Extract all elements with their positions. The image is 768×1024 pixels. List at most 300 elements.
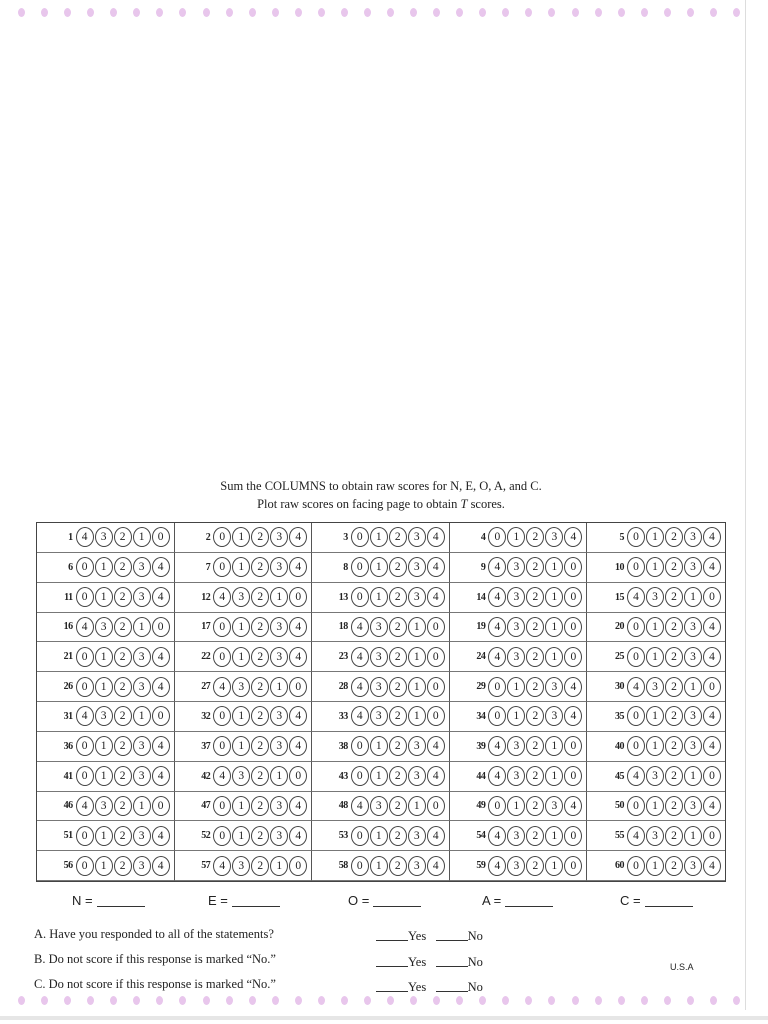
response-bubble[interactable]: 3 xyxy=(507,647,525,667)
response-bubble[interactable]: 2 xyxy=(251,766,269,786)
response-bubble[interactable]: 4 xyxy=(289,647,307,667)
response-bubble[interactable]: 2 xyxy=(665,677,683,697)
response-bubble[interactable]: 3 xyxy=(270,557,288,577)
response-bubble[interactable]: 0 xyxy=(76,587,94,607)
response-bubble[interactable]: 1 xyxy=(133,796,151,816)
response-bubble[interactable]: 1 xyxy=(232,826,250,846)
response-bubble[interactable]: 0 xyxy=(564,617,582,637)
response-bubble[interactable]: 1 xyxy=(232,796,250,816)
response-bubble[interactable]: 4 xyxy=(564,706,582,726)
response-bubble[interactable]: 1 xyxy=(270,856,288,876)
response-bubble[interactable]: 2 xyxy=(526,587,544,607)
response-bubble[interactable]: 2 xyxy=(389,587,407,607)
response-bubble[interactable]: 1 xyxy=(545,736,563,756)
response-bubble[interactable]: 4 xyxy=(703,527,721,547)
response-bubble[interactable]: 3 xyxy=(507,736,525,756)
response-bubble[interactable]: 0 xyxy=(488,796,506,816)
response-bubble[interactable]: 3 xyxy=(232,587,250,607)
response-bubble[interactable]: 0 xyxy=(564,647,582,667)
response-bubble[interactable]: 4 xyxy=(213,856,231,876)
response-bubble[interactable]: 0 xyxy=(351,736,369,756)
response-bubble[interactable]: 4 xyxy=(703,856,721,876)
response-bubble[interactable]: 0 xyxy=(289,677,307,697)
response-bubble[interactable]: 2 xyxy=(114,527,132,547)
response-bubble[interactable]: 2 xyxy=(114,766,132,786)
response-bubble[interactable]: 4 xyxy=(213,677,231,697)
response-bubble[interactable]: 4 xyxy=(351,677,369,697)
response-bubble[interactable]: 2 xyxy=(665,736,683,756)
response-bubble[interactable]: 0 xyxy=(213,557,231,577)
response-bubble[interactable]: 0 xyxy=(427,706,445,726)
response-bubble[interactable]: 4 xyxy=(213,766,231,786)
response-bubble[interactable]: 0 xyxy=(152,706,170,726)
response-bubble[interactable]: 2 xyxy=(526,736,544,756)
response-bubble[interactable]: 0 xyxy=(76,557,94,577)
response-bubble[interactable]: 3 xyxy=(370,677,388,697)
response-bubble[interactable]: 3 xyxy=(370,796,388,816)
response-bubble[interactable]: 4 xyxy=(627,766,645,786)
yes-blank[interactable] xyxy=(376,966,408,967)
response-bubble[interactable]: 3 xyxy=(133,826,151,846)
response-bubble[interactable]: 0 xyxy=(213,527,231,547)
response-bubble[interactable]: 0 xyxy=(627,647,645,667)
response-bubble[interactable]: 2 xyxy=(389,796,407,816)
response-bubble[interactable]: 0 xyxy=(627,617,645,637)
response-bubble[interactable]: 3 xyxy=(408,766,426,786)
response-bubble[interactable]: 1 xyxy=(133,617,151,637)
response-bubble[interactable]: 1 xyxy=(507,706,525,726)
response-bubble[interactable]: 4 xyxy=(152,587,170,607)
response-bubble[interactable]: 2 xyxy=(389,856,407,876)
response-bubble[interactable]: 4 xyxy=(152,557,170,577)
response-bubble[interactable]: 0 xyxy=(152,796,170,816)
response-bubble[interactable]: 1 xyxy=(133,527,151,547)
response-bubble[interactable]: 0 xyxy=(564,587,582,607)
response-bubble[interactable]: 1 xyxy=(507,527,525,547)
response-bubble[interactable]: 3 xyxy=(684,647,702,667)
response-bubble[interactable]: 1 xyxy=(95,856,113,876)
response-bubble[interactable]: 3 xyxy=(408,736,426,756)
response-bubble[interactable]: 4 xyxy=(564,677,582,697)
response-bubble[interactable]: 2 xyxy=(251,736,269,756)
response-bubble[interactable]: 4 xyxy=(76,617,94,637)
response-bubble[interactable]: 0 xyxy=(351,527,369,547)
response-bubble[interactable]: 3 xyxy=(684,796,702,816)
response-bubble[interactable]: 0 xyxy=(351,856,369,876)
response-bubble[interactable]: 1 xyxy=(408,796,426,816)
response-bubble[interactable]: 4 xyxy=(76,527,94,547)
response-bubble[interactable]: 1 xyxy=(408,706,426,726)
response-bubble[interactable]: 3 xyxy=(232,677,250,697)
response-bubble[interactable]: 4 xyxy=(213,587,231,607)
response-bubble[interactable]: 2 xyxy=(389,527,407,547)
response-bubble[interactable]: 3 xyxy=(646,826,664,846)
response-bubble[interactable]: 3 xyxy=(95,527,113,547)
response-bubble[interactable]: 1 xyxy=(232,706,250,726)
response-bubble[interactable]: 0 xyxy=(351,557,369,577)
response-bubble[interactable]: 1 xyxy=(370,766,388,786)
response-bubble[interactable]: 2 xyxy=(665,706,683,726)
response-bubble[interactable]: 1 xyxy=(270,766,288,786)
response-bubble[interactable]: 2 xyxy=(251,856,269,876)
response-bubble[interactable]: 0 xyxy=(564,826,582,846)
response-bubble[interactable]: 4 xyxy=(152,766,170,786)
response-bubble[interactable]: 0 xyxy=(627,706,645,726)
response-bubble[interactable]: 2 xyxy=(114,647,132,667)
response-bubble[interactable]: 2 xyxy=(665,796,683,816)
response-bubble[interactable]: 0 xyxy=(213,796,231,816)
response-bubble[interactable]: 1 xyxy=(545,856,563,876)
response-bubble[interactable]: 2 xyxy=(526,856,544,876)
response-bubble[interactable]: 2 xyxy=(251,647,269,667)
response-bubble[interactable]: 1 xyxy=(545,587,563,607)
response-bubble[interactable]: 4 xyxy=(289,706,307,726)
response-bubble[interactable]: 4 xyxy=(289,826,307,846)
response-bubble[interactable]: 3 xyxy=(507,617,525,637)
response-bubble[interactable]: 0 xyxy=(627,736,645,756)
response-bubble[interactable]: 1 xyxy=(646,706,664,726)
response-bubble[interactable]: 4 xyxy=(351,617,369,637)
response-bubble[interactable]: 3 xyxy=(370,647,388,667)
response-bubble[interactable]: 0 xyxy=(76,736,94,756)
response-bubble[interactable]: 2 xyxy=(665,766,683,786)
response-bubble[interactable]: 3 xyxy=(408,557,426,577)
response-bubble[interactable]: 3 xyxy=(507,557,525,577)
response-bubble[interactable]: 1 xyxy=(232,557,250,577)
response-bubble[interactable]: 3 xyxy=(545,677,563,697)
response-bubble[interactable]: 1 xyxy=(232,736,250,756)
response-bubble[interactable]: 4 xyxy=(427,736,445,756)
response-bubble[interactable]: 2 xyxy=(114,736,132,756)
response-bubble[interactable]: 4 xyxy=(564,796,582,816)
response-bubble[interactable]: 4 xyxy=(427,587,445,607)
response-bubble[interactable]: 0 xyxy=(427,647,445,667)
response-bubble[interactable]: 3 xyxy=(270,647,288,667)
response-bubble[interactable]: 3 xyxy=(507,587,525,607)
response-bubble[interactable]: 2 xyxy=(251,706,269,726)
response-bubble[interactable]: 1 xyxy=(370,527,388,547)
response-bubble[interactable]: 1 xyxy=(646,647,664,667)
response-bubble[interactable]: 0 xyxy=(564,766,582,786)
response-bubble[interactable]: 3 xyxy=(684,736,702,756)
response-bubble[interactable]: 3 xyxy=(370,706,388,726)
response-bubble[interactable]: 4 xyxy=(488,826,506,846)
response-bubble[interactable]: 1 xyxy=(646,736,664,756)
response-bubble[interactable]: 2 xyxy=(251,557,269,577)
response-bubble[interactable]: 2 xyxy=(114,796,132,816)
response-bubble[interactable]: 0 xyxy=(213,736,231,756)
score-o-blank[interactable] xyxy=(373,906,421,907)
response-bubble[interactable]: 0 xyxy=(627,796,645,816)
response-bubble[interactable]: 1 xyxy=(95,557,113,577)
response-bubble[interactable]: 3 xyxy=(507,856,525,876)
response-bubble[interactable]: 1 xyxy=(545,647,563,667)
response-bubble[interactable]: 0 xyxy=(152,617,170,637)
response-bubble[interactable]: 2 xyxy=(251,826,269,846)
response-bubble[interactable]: 3 xyxy=(95,796,113,816)
response-bubble[interactable]: 0 xyxy=(627,557,645,577)
response-bubble[interactable]: 4 xyxy=(427,527,445,547)
response-bubble[interactable]: 0 xyxy=(564,557,582,577)
response-bubble[interactable]: 0 xyxy=(427,617,445,637)
response-bubble[interactable]: 3 xyxy=(646,766,664,786)
response-bubble[interactable]: 3 xyxy=(684,557,702,577)
response-bubble[interactable]: 0 xyxy=(76,856,94,876)
response-bubble[interactable]: 1 xyxy=(684,677,702,697)
response-bubble[interactable]: 2 xyxy=(665,617,683,637)
response-bubble[interactable]: 0 xyxy=(427,677,445,697)
response-bubble[interactable]: 1 xyxy=(95,766,113,786)
response-bubble[interactable]: 2 xyxy=(526,647,544,667)
response-bubble[interactable]: 2 xyxy=(114,557,132,577)
response-bubble[interactable]: 1 xyxy=(370,587,388,607)
response-bubble[interactable]: 4 xyxy=(152,826,170,846)
response-bubble[interactable]: 4 xyxy=(703,706,721,726)
response-bubble[interactable]: 3 xyxy=(684,706,702,726)
response-bubble[interactable]: 1 xyxy=(545,826,563,846)
response-bubble[interactable]: 2 xyxy=(389,557,407,577)
response-bubble[interactable]: 1 xyxy=(95,736,113,756)
response-bubble[interactable]: 1 xyxy=(646,557,664,577)
response-bubble[interactable]: 0 xyxy=(289,587,307,607)
response-bubble[interactable]: 1 xyxy=(684,826,702,846)
no-blank[interactable] xyxy=(436,966,468,967)
response-bubble[interactable]: 1 xyxy=(232,617,250,637)
response-bubble[interactable]: 4 xyxy=(488,617,506,637)
response-bubble[interactable]: 0 xyxy=(703,587,721,607)
response-bubble[interactable]: 3 xyxy=(270,826,288,846)
response-bubble[interactable]: 3 xyxy=(95,617,113,637)
score-n-blank[interactable] xyxy=(97,906,145,907)
response-bubble[interactable]: 4 xyxy=(351,796,369,816)
response-bubble[interactable]: 2 xyxy=(389,677,407,697)
response-bubble[interactable]: 4 xyxy=(427,766,445,786)
response-bubble[interactable]: 4 xyxy=(351,647,369,667)
response-bubble[interactable]: 1 xyxy=(270,677,288,697)
response-bubble[interactable]: 3 xyxy=(408,527,426,547)
response-bubble[interactable]: 3 xyxy=(370,617,388,637)
response-bubble[interactable]: 1 xyxy=(133,706,151,726)
response-bubble[interactable]: 2 xyxy=(114,706,132,726)
response-bubble[interactable]: 3 xyxy=(270,736,288,756)
response-bubble[interactable]: 0 xyxy=(627,856,645,876)
response-bubble[interactable]: 1 xyxy=(370,856,388,876)
response-bubble[interactable]: 3 xyxy=(270,706,288,726)
score-c-blank[interactable] xyxy=(645,906,693,907)
response-bubble[interactable]: 2 xyxy=(526,706,544,726)
response-bubble[interactable]: 2 xyxy=(389,706,407,726)
response-bubble[interactable]: 3 xyxy=(408,587,426,607)
response-bubble[interactable]: 3 xyxy=(133,647,151,667)
response-bubble[interactable]: 1 xyxy=(684,587,702,607)
yes-blank[interactable] xyxy=(376,991,408,992)
response-bubble[interactable]: 1 xyxy=(684,766,702,786)
response-bubble[interactable]: 2 xyxy=(114,826,132,846)
response-bubble[interactable]: 0 xyxy=(488,677,506,697)
response-bubble[interactable]: 0 xyxy=(213,617,231,637)
response-bubble[interactable]: 2 xyxy=(665,587,683,607)
response-bubble[interactable]: 3 xyxy=(270,617,288,637)
response-bubble[interactable]: 2 xyxy=(251,617,269,637)
response-bubble[interactable]: 2 xyxy=(665,826,683,846)
response-bubble[interactable]: 2 xyxy=(389,766,407,786)
response-bubble[interactable]: 1 xyxy=(370,736,388,756)
response-bubble[interactable]: 2 xyxy=(389,647,407,667)
response-bubble[interactable]: 2 xyxy=(526,527,544,547)
response-bubble[interactable]: 2 xyxy=(526,557,544,577)
response-bubble[interactable]: 1 xyxy=(646,796,664,816)
response-bubble[interactable]: 4 xyxy=(488,766,506,786)
response-bubble[interactable]: 0 xyxy=(76,677,94,697)
response-bubble[interactable]: 3 xyxy=(133,587,151,607)
response-bubble[interactable]: 4 xyxy=(427,826,445,846)
response-bubble[interactable]: 2 xyxy=(526,677,544,697)
response-bubble[interactable]: 0 xyxy=(76,647,94,667)
response-bubble[interactable]: 4 xyxy=(427,856,445,876)
response-bubble[interactable]: 2 xyxy=(526,796,544,816)
response-bubble[interactable]: 1 xyxy=(95,677,113,697)
response-bubble[interactable]: 3 xyxy=(545,527,563,547)
response-bubble[interactable]: 4 xyxy=(289,557,307,577)
response-bubble[interactable]: 3 xyxy=(408,826,426,846)
response-bubble[interactable]: 4 xyxy=(427,557,445,577)
score-e-blank[interactable] xyxy=(232,906,280,907)
response-bubble[interactable]: 1 xyxy=(545,617,563,637)
response-bubble[interactable]: 4 xyxy=(627,677,645,697)
response-bubble[interactable]: 2 xyxy=(114,677,132,697)
response-bubble[interactable]: 1 xyxy=(545,557,563,577)
response-bubble[interactable]: 3 xyxy=(270,796,288,816)
response-bubble[interactable]: 0 xyxy=(76,766,94,786)
response-bubble[interactable]: 4 xyxy=(627,587,645,607)
response-bubble[interactable]: 2 xyxy=(665,557,683,577)
response-bubble[interactable]: 1 xyxy=(95,826,113,846)
response-bubble[interactable]: 0 xyxy=(351,826,369,846)
response-bubble[interactable]: 2 xyxy=(114,587,132,607)
response-bubble[interactable]: 3 xyxy=(545,796,563,816)
response-bubble[interactable]: 4 xyxy=(76,796,94,816)
response-bubble[interactable]: 3 xyxy=(270,527,288,547)
response-bubble[interactable]: 2 xyxy=(114,856,132,876)
response-bubble[interactable]: 1 xyxy=(507,796,525,816)
response-bubble[interactable]: 1 xyxy=(232,647,250,667)
response-bubble[interactable]: 4 xyxy=(627,826,645,846)
response-bubble[interactable]: 0 xyxy=(703,826,721,846)
response-bubble[interactable]: 4 xyxy=(351,706,369,726)
response-bubble[interactable]: 3 xyxy=(133,736,151,756)
response-bubble[interactable]: 1 xyxy=(370,826,388,846)
response-bubble[interactable]: 0 xyxy=(351,587,369,607)
response-bubble[interactable]: 4 xyxy=(564,527,582,547)
response-bubble[interactable]: 3 xyxy=(232,856,250,876)
response-bubble[interactable]: 3 xyxy=(95,706,113,726)
response-bubble[interactable]: 3 xyxy=(133,677,151,697)
response-bubble[interactable]: 0 xyxy=(564,736,582,756)
response-bubble[interactable]: 1 xyxy=(95,647,113,667)
response-bubble[interactable]: 4 xyxy=(152,736,170,756)
response-bubble[interactable]: 4 xyxy=(76,706,94,726)
response-bubble[interactable]: 2 xyxy=(389,617,407,637)
response-bubble[interactable]: 0 xyxy=(564,856,582,876)
response-bubble[interactable]: 3 xyxy=(684,856,702,876)
response-bubble[interactable]: 0 xyxy=(76,826,94,846)
response-bubble[interactable]: 2 xyxy=(251,587,269,607)
response-bubble[interactable]: 4 xyxy=(703,647,721,667)
response-bubble[interactable]: 3 xyxy=(684,617,702,637)
response-bubble[interactable]: 4 xyxy=(703,557,721,577)
no-blank[interactable] xyxy=(436,991,468,992)
response-bubble[interactable]: 4 xyxy=(488,647,506,667)
response-bubble[interactable]: 1 xyxy=(370,557,388,577)
response-bubble[interactable]: 0 xyxy=(289,766,307,786)
yes-blank[interactable] xyxy=(376,940,408,941)
response-bubble[interactable]: 1 xyxy=(408,617,426,637)
response-bubble[interactable]: 3 xyxy=(133,856,151,876)
response-bubble[interactable]: 1 xyxy=(408,677,426,697)
response-bubble[interactable]: 0 xyxy=(627,527,645,547)
response-bubble[interactable]: 0 xyxy=(703,766,721,786)
response-bubble[interactable]: 2 xyxy=(526,617,544,637)
no-blank[interactable] xyxy=(436,940,468,941)
response-bubble[interactable]: 1 xyxy=(232,527,250,547)
response-bubble[interactable]: 0 xyxy=(488,706,506,726)
response-bubble[interactable]: 4 xyxy=(488,856,506,876)
response-bubble[interactable]: 2 xyxy=(389,736,407,756)
response-bubble[interactable]: 0 xyxy=(351,766,369,786)
response-bubble[interactable]: 3 xyxy=(646,587,664,607)
response-bubble[interactable]: 2 xyxy=(251,677,269,697)
response-bubble[interactable]: 2 xyxy=(389,826,407,846)
response-bubble[interactable]: 4 xyxy=(703,617,721,637)
response-bubble[interactable]: 0 xyxy=(213,647,231,667)
response-bubble[interactable]: 1 xyxy=(646,617,664,637)
response-bubble[interactable]: 3 xyxy=(507,766,525,786)
response-bubble[interactable]: 4 xyxy=(152,677,170,697)
response-bubble[interactable]: 3 xyxy=(133,557,151,577)
response-bubble[interactable]: 3 xyxy=(684,527,702,547)
response-bubble[interactable]: 3 xyxy=(133,766,151,786)
response-bubble[interactable]: 1 xyxy=(95,587,113,607)
response-bubble[interactable]: 4 xyxy=(289,617,307,637)
response-bubble[interactable]: 2 xyxy=(665,647,683,667)
response-bubble[interactable]: 2 xyxy=(251,527,269,547)
response-bubble[interactable]: 0 xyxy=(488,527,506,547)
response-bubble[interactable]: 2 xyxy=(114,617,132,637)
response-bubble[interactable]: 2 xyxy=(665,527,683,547)
score-a-blank[interactable] xyxy=(505,906,553,907)
response-bubble[interactable]: 4 xyxy=(703,736,721,756)
response-bubble[interactable]: 4 xyxy=(289,736,307,756)
response-bubble[interactable]: 3 xyxy=(545,706,563,726)
response-bubble[interactable]: 0 xyxy=(213,706,231,726)
response-bubble[interactable]: 3 xyxy=(507,826,525,846)
response-bubble[interactable]: 1 xyxy=(545,766,563,786)
response-bubble[interactable]: 0 xyxy=(427,796,445,816)
response-bubble[interactable]: 1 xyxy=(270,587,288,607)
response-bubble[interactable]: 2 xyxy=(665,856,683,876)
response-bubble[interactable]: 1 xyxy=(646,856,664,876)
response-bubble[interactable]: 2 xyxy=(251,796,269,816)
response-bubble[interactable]: 0 xyxy=(703,677,721,697)
response-bubble[interactable]: 4 xyxy=(152,856,170,876)
response-bubble[interactable]: 4 xyxy=(289,796,307,816)
response-bubble[interactable]: 4 xyxy=(488,557,506,577)
response-bubble[interactable]: 2 xyxy=(526,766,544,786)
response-bubble[interactable]: 1 xyxy=(507,677,525,697)
response-bubble[interactable]: 4 xyxy=(703,796,721,816)
response-bubble[interactable]: 4 xyxy=(488,736,506,756)
response-bubble[interactable]: 0 xyxy=(289,856,307,876)
